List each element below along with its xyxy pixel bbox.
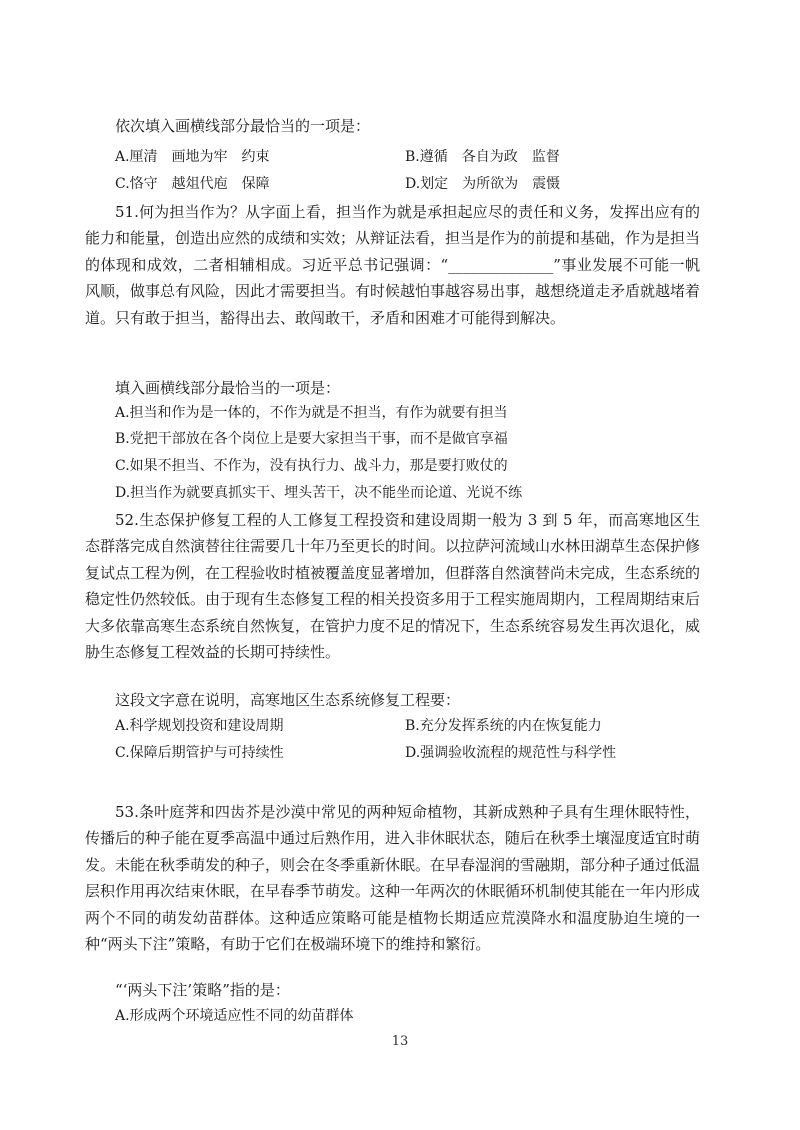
q50-option-a: A.厘清 画地为牢 约束 [115,149,270,165]
q52-prompt: 这段文字意在说明，高寒地区生态系统修复工程要： [115,691,461,709]
q51-option-d: D.担当作为就要真抓实干、埋头苦干，决不能坐而论道、光说不练 [115,485,523,501]
q52-option-a: A.科学规划投资和建设周期 [115,718,284,734]
q51-prompt: 填入画横线部分最恰当的一项是： [115,379,341,397]
q51-option-c: C.如果不担当、不作为，没有执行力、战斗力，那是要打败仗的 [115,458,508,474]
q53-option-a: A.形成两个环境适应性不同的幼苗群体 [115,1008,354,1024]
q52-option-c: C.保障后期管护与可持续性 [115,745,284,761]
q50-option-c: C.恪守 越俎代庖 保障 [115,176,270,192]
q51-option-b: B.党把干部放在各个岗位上是要大家担当干事，而不是做官享福 [115,431,508,447]
q52-option-b: B.充分发挥系统的内在恢复能力 [405,718,602,734]
q51-passage: 51.何为担当作为？从字面上看，担当作为就是承担起应尽的责任和义务，发挥出应有的能力和能量，创造出应然的成绩和实效；从辩证法看，担当是作为的前提和基础，作为是担当的体现和成效，二者相辅相成。习近平总书记强调：“______________”事业发展不可能一帆风顺，做事总有风险，因此才需要担当。有时候越怕事越容易出事，越想绕道走矛盾就越堵着道。只有敢于担当，豁得出去、敢闯敢干，矛盾和困难才可能得到解决。 [85,203,701,327]
q52-option-d: D.强调验收流程的规范性与科学性 [405,745,617,761]
q50-option-b: B.遵循 各自为政 监督 [405,149,560,165]
q50-option-d: D.划定 为所欲为 震慑 [405,176,561,192]
q52-passage: 52.生态保护修复工程的人工修复工程投资和建设周期一般为 3 到 5 年，而高寒地区生态群落完成自然演替往往需要几十年乃至更长的时间。以拉萨河流域山水林田湖草生态保护修复试点工程为例，在工程验收时植被覆盖度显著增加，但群落自然演替尚未完成，生态系统的稳定性仍然较低。由于现有生态修复工程的相关投资多用于工程实施周期内，工程周期结束后大多依靠高寒生态系统自然恢复，在管护力度不足的情况下，生态系统容易发生再次退化，威胁生态修复工程效益的长期可持续性。 [85,511,701,662]
page-number: 13 [391,1034,409,1049]
q53-passage: 53.条叶庭荠和四齿芥是沙漠中常见的两种短命植物，其新成熟种子具有生理休眠特性，传播后的种子能在夏季高温中通过后熟作用，进入非休眠状态，随后在秋季土壤湿度适宜时萌发。未能在秋季萌发的种子，则会在冬季重新休眠。在早春湿润的雪融期，部分种子通过低温层积作用再次结束休眠，在早春季节萌发。这种一年两次的休眠循环机制使其能在一年内形成两个不同的萌发幼苗群体。这种适应策略可能是植物长期适应荒漠降水和温度胁迫生境的一种“两头下注”策略，有助于它们在极端环境下的维持和繁衍。 [85,803,701,954]
q50-prompt: 依次填入画横线部分最恰当的一项是： [115,117,371,135]
q51-option-a: A.担当和作为是一体的，不作为就是不担当，有作为就要有担当 [115,405,508,421]
q53-prompt: “‘两头下注’策略”指的是： [115,981,290,999]
